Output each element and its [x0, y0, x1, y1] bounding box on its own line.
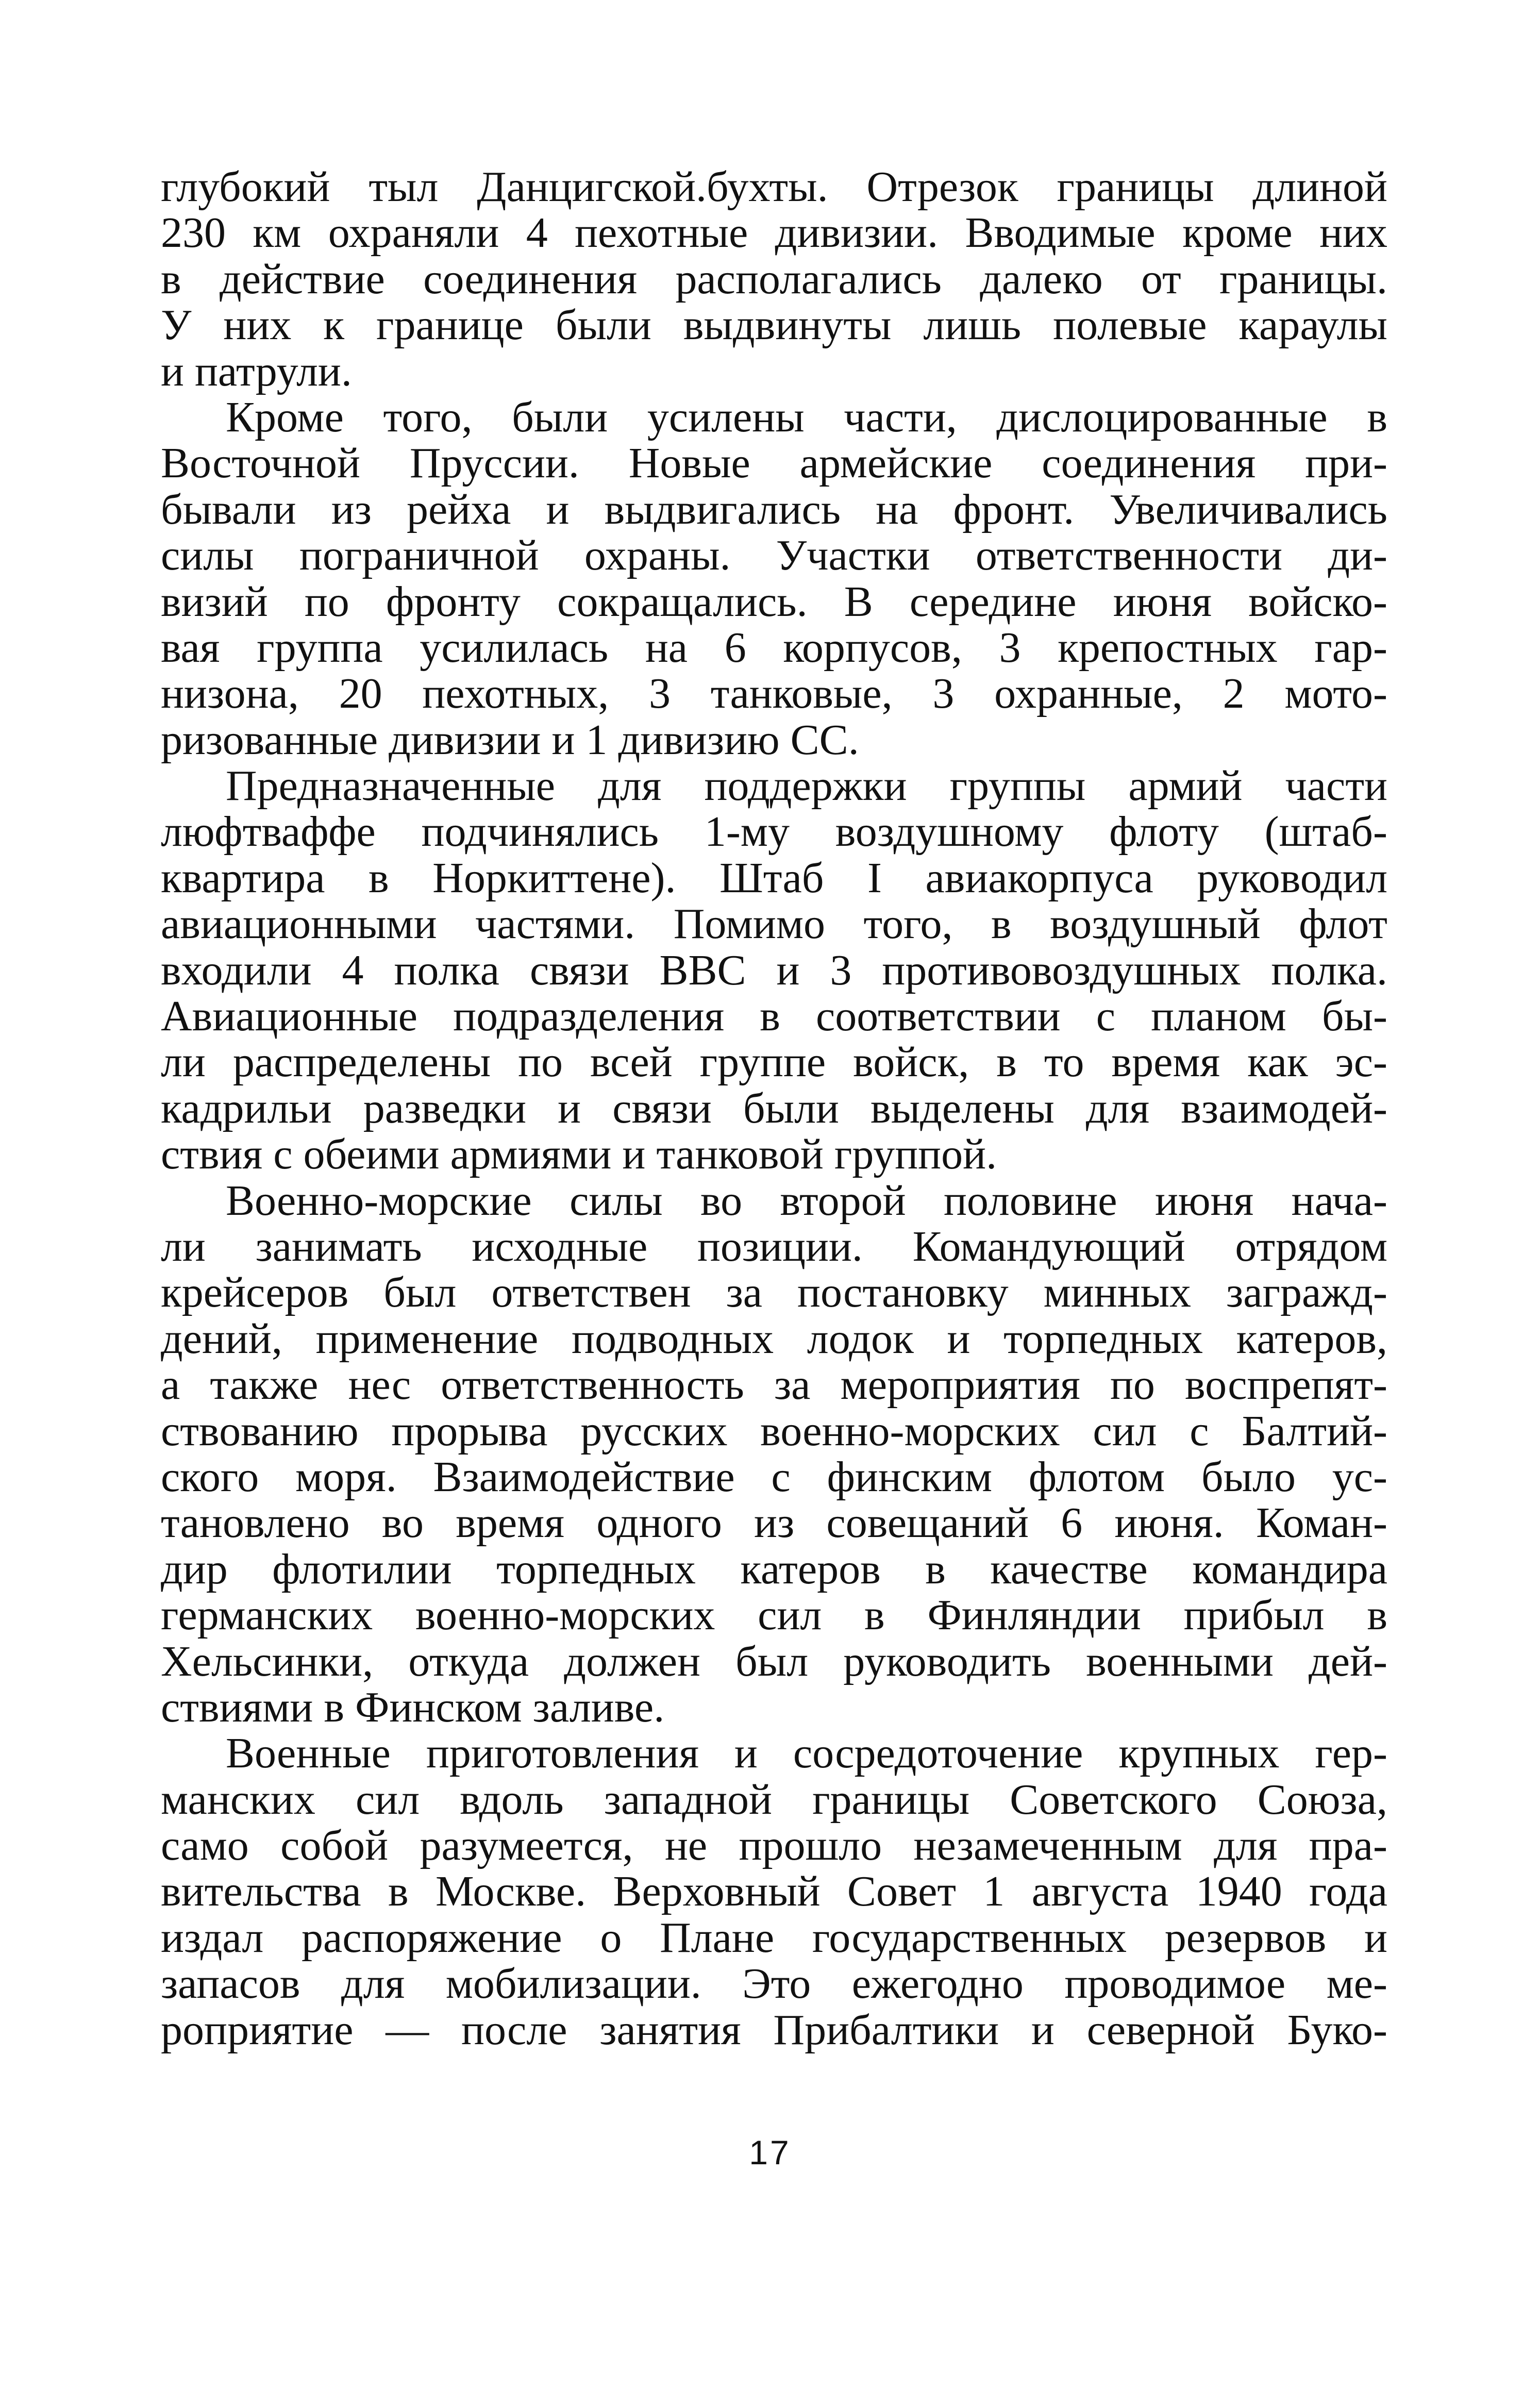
text-line: 230 км охраняли 4 пехотные дивизии. Вводимые кроме них — [161, 209, 1387, 257]
text-line: бывали из рейха и выдвигались на фронт. Увеличивались — [161, 485, 1387, 533]
text-line: само собой разумеется, не прошло незамеченным для пра- — [161, 1822, 1387, 1870]
text-line: кадрильи разведки и связи были выделены для взаимодей- — [161, 1084, 1387, 1132]
text-line: издал распоряжение о Плане государственных резервов и — [161, 1913, 1387, 1962]
text-line: а также нес ответственность за мероприятия по воспрепят- — [161, 1361, 1387, 1409]
text-line: квартира в Норкиттене). Штаб I авиакорпуса руководил — [161, 854, 1387, 902]
text-line: вительства в Москве. Верховный Совет 1 августа 1940 года — [161, 1867, 1387, 1916]
text-line: люфтваффе подчинялись 1-му воздушному флоту (штаб- — [161, 808, 1387, 856]
text-line: ли занимать исходные позиции. Командующий отрядом — [161, 1222, 1387, 1271]
text-line: силы пограничной охраны. Участки ответственности ди- — [161, 531, 1387, 580]
text-line: авиационными частями. Помимо того, в воздушный флот — [161, 900, 1387, 948]
paragraph — [161, 1178, 1387, 1731]
text-line: тановлено во время одного из совещаний 6 июня. Коман- — [161, 1499, 1387, 1547]
text-line: У них к границе были выдвинуты лишь полевые караулы — [161, 301, 1387, 349]
text-line: роприятие — после занятия Прибалтики и северной Буко- — [161, 2006, 1387, 2054]
text-line: Кроме того, были усилены части, дислоцированные в — [226, 393, 1387, 441]
text-line: Восточной Пруссии. Новые армейские соединения при- — [161, 439, 1387, 488]
text-line: глубокий тыл Данцигской.бухты. Отрезок границы длиной — [161, 163, 1387, 211]
text-line: вая группа усилилась на 6 корпусов, 3 крепостных гар- — [161, 623, 1387, 672]
text-line: Военно-морские силы во второй половине июня нача- — [226, 1176, 1387, 1225]
text-line: Предназначенные для поддержки группы армий части — [226, 762, 1387, 810]
page-number: 17 — [749, 2133, 791, 2171]
text-line: Авиационные подразделения в соответствии с планом бы- — [161, 992, 1387, 1041]
text-line: германских военно-морских сил в Финляндии прибыл в — [161, 1591, 1387, 1640]
text-line: и патрули. — [161, 347, 352, 395]
paragraph — [161, 394, 1387, 763]
paragraph — [161, 763, 1387, 1178]
text-line: ствиями в Финском заливе. — [161, 1683, 665, 1731]
text-line: в действие соединения располагались далеко от границы. — [161, 255, 1387, 303]
text-line: дений, применение подводных лодок и торпедных катеров, — [161, 1314, 1387, 1363]
text-line: запасов для мобилизации. Это ежегодно проводимое ме- — [161, 1960, 1387, 2008]
text-line: Военные приготовления и сосредоточение крупных гер- — [226, 1729, 1387, 1778]
text-line: крейсеров был ответствен за постановку минных загражд- — [161, 1268, 1387, 1317]
text-line: ского моря. Взаимодействие с финским флотом было ус- — [161, 1452, 1387, 1501]
paragraph — [161, 164, 1387, 394]
text-line: входили 4 полка связи ВВС и 3 противовоздушных полка. — [161, 946, 1387, 994]
text-line: низона, 20 пехотных, 3 танковые, 3 охранные, 2 мото- — [161, 670, 1387, 718]
text-line: ризованные дивизии и 1 дивизию СС. — [161, 715, 859, 764]
text-line: визий по фронту сокращались. В середине июня войско- — [161, 577, 1387, 626]
text-line: дир флотилии торпедных катеров в качестве командира — [161, 1545, 1387, 1593]
text-line: ли распределены по всей группе войск, в то время как эс- — [161, 1038, 1387, 1087]
paragraph — [161, 1730, 1387, 2053]
body-text — [161, 164, 1387, 2053]
text-line: манских сил вдоль западной границы Советского Союза, — [161, 1775, 1387, 1824]
text-line: Хельсинки, откуда должен был руководить военными дей- — [161, 1637, 1387, 1685]
text-line: ствованию прорыва русских военно-морских сил с Балтий- — [161, 1407, 1387, 1455]
text-line: ствия с обеими армиями и танковой группой. — [161, 1130, 997, 1179]
